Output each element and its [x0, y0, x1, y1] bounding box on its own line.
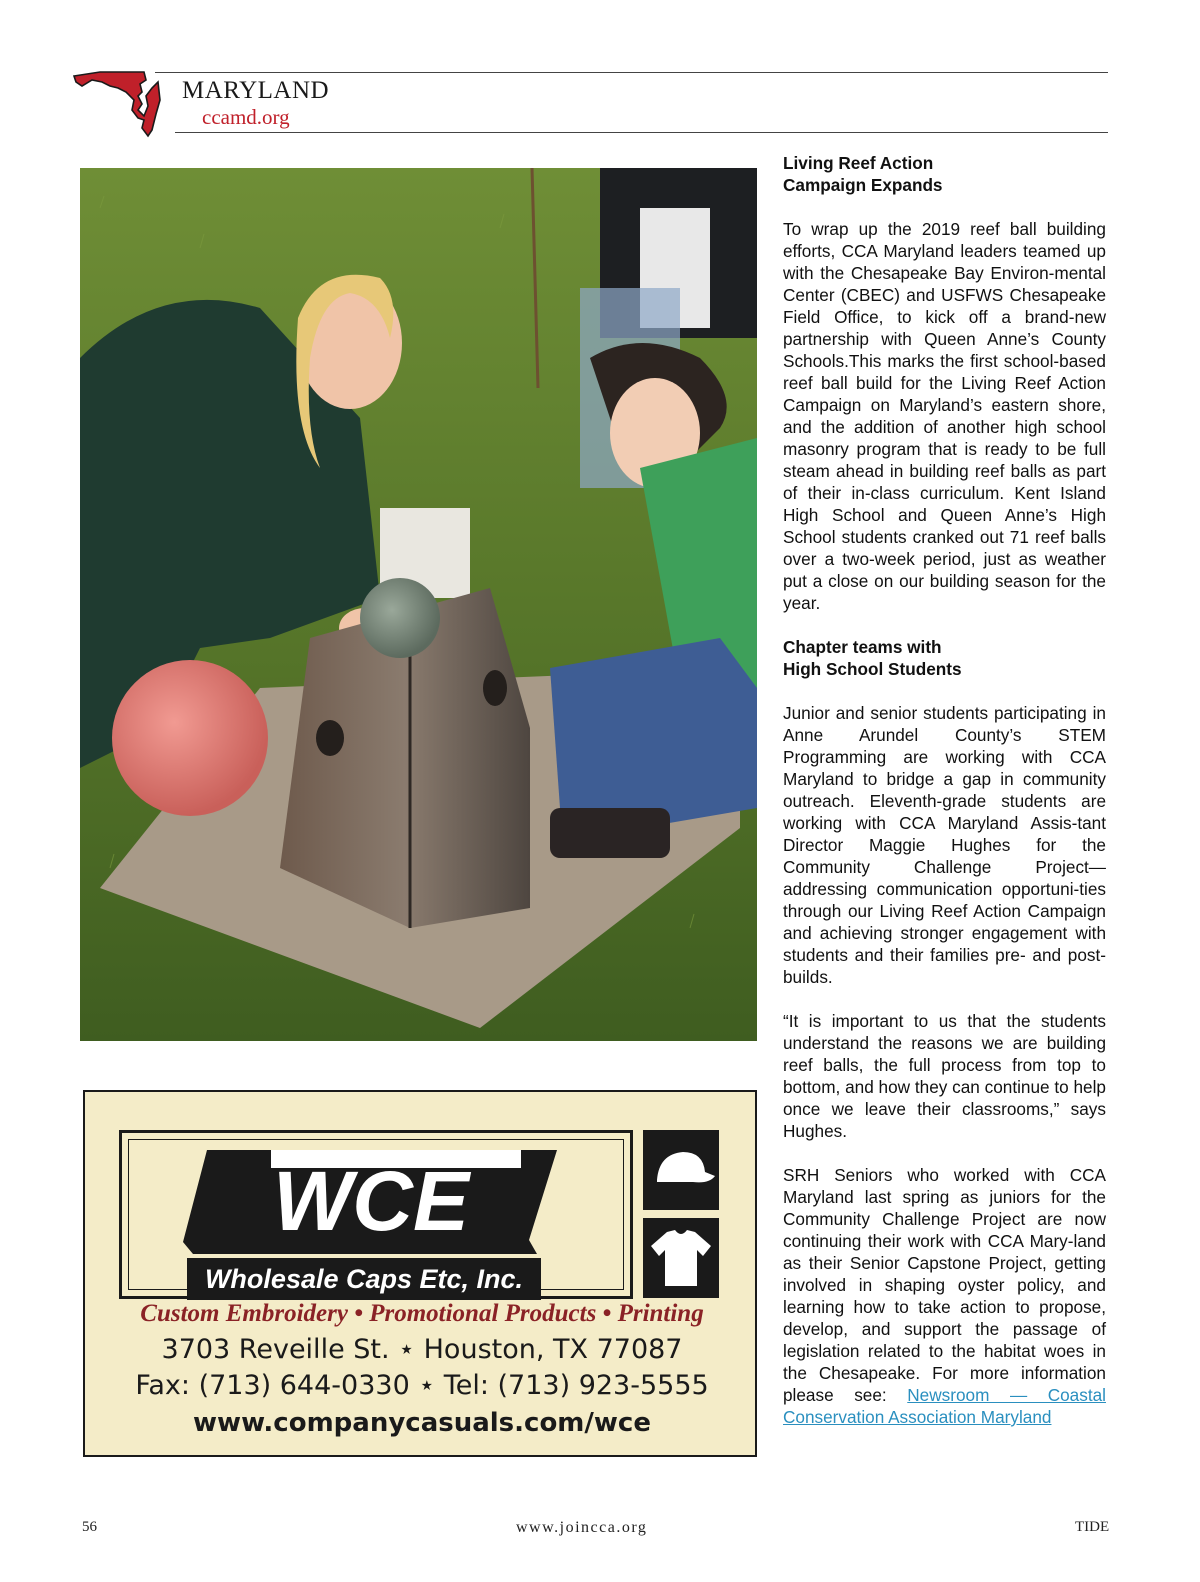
heading-line: Chapter teams with [783, 637, 942, 657]
article-paragraph: To wrap up the 2019 reef ball building efforts, CCA Maryland leaders teamed up with the Chesapeake Bay Environ-mental Center (CBEC) and USFWS Chesapeake Field Office, to kick off a brand-new partnership with Queen Anne’s County Schools.This marks the first school-based reef ball build for the Living Reef Action Campaign on Maryland’s eastern shore, and the addition of another high school masonry program that is ready to be full steam ahead in building reef balls as part of their in-class curriculum. Kent Island High School and Queen Anne’s High School students cranked out 71 reef balls over a two-week period, just as weather put a close on our building season for the year. [783, 219, 1106, 613]
cap-icon [643, 1130, 719, 1210]
wce-logo [181, 1150, 559, 1300]
header-rule-top [155, 72, 1108, 73]
article-heading-living-reef [783, 152, 1106, 196]
heading-line: Living Reef Action [783, 153, 934, 173]
article-paragraph [783, 1164, 1106, 1428]
article-paragraph-text: SRH Seniors who worked with CCA Maryland last spring as juniors for the Community Challenge Project are now continuing their work with CCA Mary-land as their Senior Capstone Project, getting involved in shaping oyster policy, and learning how to take action to propose, develop, and support the passage of legislation related to the habitat woes in the Chesapeake. For more information please see: [783, 1165, 1106, 1405]
wce-logo-text: WCE [273, 1154, 469, 1248]
heading-line: Campaign Expands [783, 175, 943, 195]
ad-address: 3703 Reveille St. ⋆ Houston, TX 77087 [161, 1334, 683, 1365]
header-rule-bottom [175, 132, 1108, 133]
wce-company-name: Wholesale Caps Etc, Inc. [204, 1264, 524, 1294]
ad-website[interactable]: www.companycasuals.com/wce [193, 1408, 651, 1438]
state-name: MARYLAND [182, 77, 330, 104]
page-number: 56 [82, 1519, 97, 1535]
article-heading-chapter-teams [783, 636, 1106, 680]
ad-phone-numbers: Fax: (713) 644-0330 ⋆ Tel: (713) 923-5555 [135, 1370, 709, 1401]
reef-ball-students-photo [80, 168, 757, 1041]
footer-website[interactable]: www.joincca.org [516, 1519, 648, 1536]
magazine-name: TIDE [1075, 1519, 1110, 1535]
wce-advertisement [83, 1090, 757, 1457]
ad-tagline: Custom Embroidery • Promotional Products • Printing [140, 1300, 704, 1327]
newsroom-link[interactable]: Newsroom — Coastal Conservation Association Maryland [783, 1385, 1106, 1427]
article-column [783, 152, 1106, 1450]
state-url: ccamd.org [202, 105, 290, 129]
article-paragraph: Junior and senior students participating in Anne Arundel County’s STEM Programming are working with CCA Maryland to bridge a gap in community outreach. Eleventh-grade students are working with CCA Maryland Assis-tant Director Maggie Hughes for the Community Challenge Project—addressing communication opportuni-ties through our Living Reef Action Campaign and achieving stronger engagement with students and their families pre- and post-builds. [783, 703, 1106, 987]
article-paragraph: “It is important to us that the students understand the reasons we are building reef balls, the full process from top to bottom, and how they can continue to help once we leave their classrooms,” says Hughes. [783, 1011, 1106, 1141]
tshirt-icon [643, 1218, 719, 1298]
maryland-state-map-icon [72, 70, 172, 142]
heading-line: High School Students [783, 659, 962, 679]
